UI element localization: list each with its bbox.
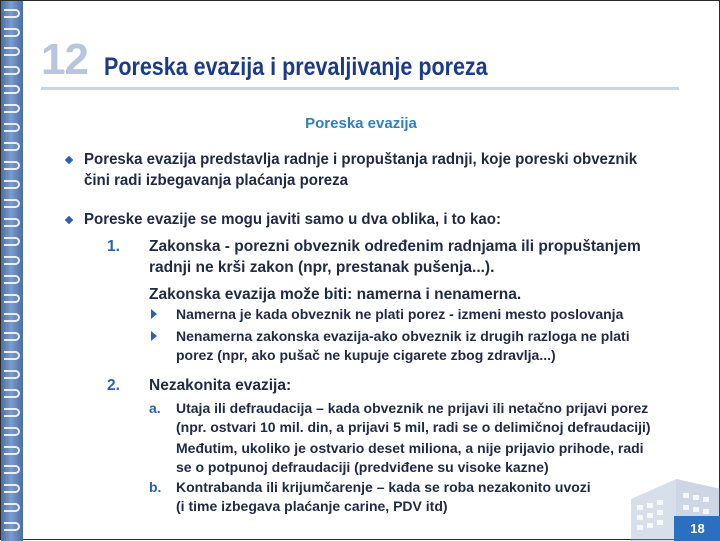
item-2a-line-4: se o potpunoj defraudaciji (predviđene su visoke kazne)	[176, 459, 549, 475]
spiral-binding	[1, 1, 23, 541]
binding-ring-icon	[4, 237, 20, 246]
title-divider	[41, 87, 679, 90]
binding-ring-icon	[4, 104, 20, 113]
binding-ring-icon	[4, 199, 20, 208]
triangle-bullet-icon	[151, 331, 157, 341]
binding-ring-icon	[4, 484, 20, 493]
binding-ring-icon	[4, 85, 20, 94]
binding-ring-icon	[4, 9, 20, 18]
binding-ring-icon	[4, 389, 20, 398]
item-1-sub-2-line-2: porez (npr, ako pušač ne kupuje cigarete zbog zdravlja...)	[176, 347, 556, 363]
item-1-sub-2-line-1: Nenamerna zakonska evazija-ako obveznik iz drugih razloga ne plati	[176, 328, 630, 344]
binding-ring-icon	[4, 142, 20, 151]
item-2b-line-1: Kontrabanda ili krijumčarenje – kada se roba nezakonito uvozi	[176, 479, 591, 495]
section-subtitle: Poreska evazija	[305, 115, 417, 132]
binding-ring-icon	[4, 218, 20, 227]
binding-ring-icon	[4, 370, 20, 379]
binding-ring-icon	[4, 28, 20, 37]
item-1-sub-1: Namerna je kada obveznik ne plati porez - izmeni mesto poslovanja	[176, 306, 624, 322]
binding-ring-icon	[4, 332, 20, 341]
binding-ring-icon	[4, 427, 20, 436]
binding-ring-icon	[4, 522, 20, 531]
bullet-1-line-2: čini radi izbegavanja plaćanja poreza	[84, 172, 349, 189]
item-2a-label: a.	[149, 400, 161, 416]
item-1-extra: Zakonska evazija može biti: namerna i nenamerna.	[149, 286, 522, 303]
binding-ring-icon	[4, 47, 20, 56]
page-number: 18	[674, 516, 720, 541]
item-1-label: 1.	[107, 238, 120, 255]
item-2a-line-1: Utaja ili defraudacija – kada obveznik ne prijavi ili netačno prijavi porez	[176, 400, 649, 416]
item-2-title: Nezakonita evazija:	[149, 377, 292, 394]
binding-ring-icon	[4, 180, 20, 189]
binding-ring-icon	[4, 161, 20, 170]
triangle-bullet-icon	[151, 309, 157, 319]
bullet-diamond-icon	[65, 156, 73, 164]
slide-title: Poreska evazija i prevaljivanje poreza	[104, 53, 488, 81]
item-2a-line-3: Međutim, ukoliko je ostvario deset miliona, a nije prijavio prihode, radi	[176, 440, 644, 456]
binding-ring-icon	[4, 275, 20, 284]
item-2b-line-2: (i time izbegava plaćanje carine, PDV itd)	[176, 498, 448, 514]
binding-ring-icon	[4, 66, 20, 75]
binding-ring-icon	[4, 446, 20, 455]
binding-ring-icon	[4, 503, 20, 512]
binding-ring-icon	[4, 313, 20, 322]
item-1-line-2: radnji ne krši zakon (npr, prestanak pušenja...).	[149, 259, 495, 276]
binding-ring-icon	[4, 408, 20, 417]
item-2b-label: b.	[149, 479, 162, 495]
binding-ring-icon	[4, 256, 20, 265]
bullet-diamond-icon	[65, 216, 73, 224]
binding-ring-icon	[4, 465, 20, 474]
bullet-2-line-1: Poreske evazije se mogu javiti samo u dva oblika, i to kao:	[84, 211, 501, 228]
bullet-1-line-1: Poreska evazija predstavlja radnje i propuštanja radnji, koje poreski obveznik	[84, 151, 638, 168]
chapter-number: 12	[41, 35, 88, 84]
item-2-label: 2.	[107, 377, 120, 394]
binding-ring-icon	[4, 294, 20, 303]
item-1-line-1: Zakonska - porezni obveznik određenim radnjama ili propuštanjem	[149, 238, 641, 255]
item-2a-line-2: (npr. ostvari 10 mil. din, a prijavi 5 mil, radi se o delimičnoj defraudaciji)	[176, 419, 651, 435]
binding-ring-icon	[4, 351, 20, 360]
